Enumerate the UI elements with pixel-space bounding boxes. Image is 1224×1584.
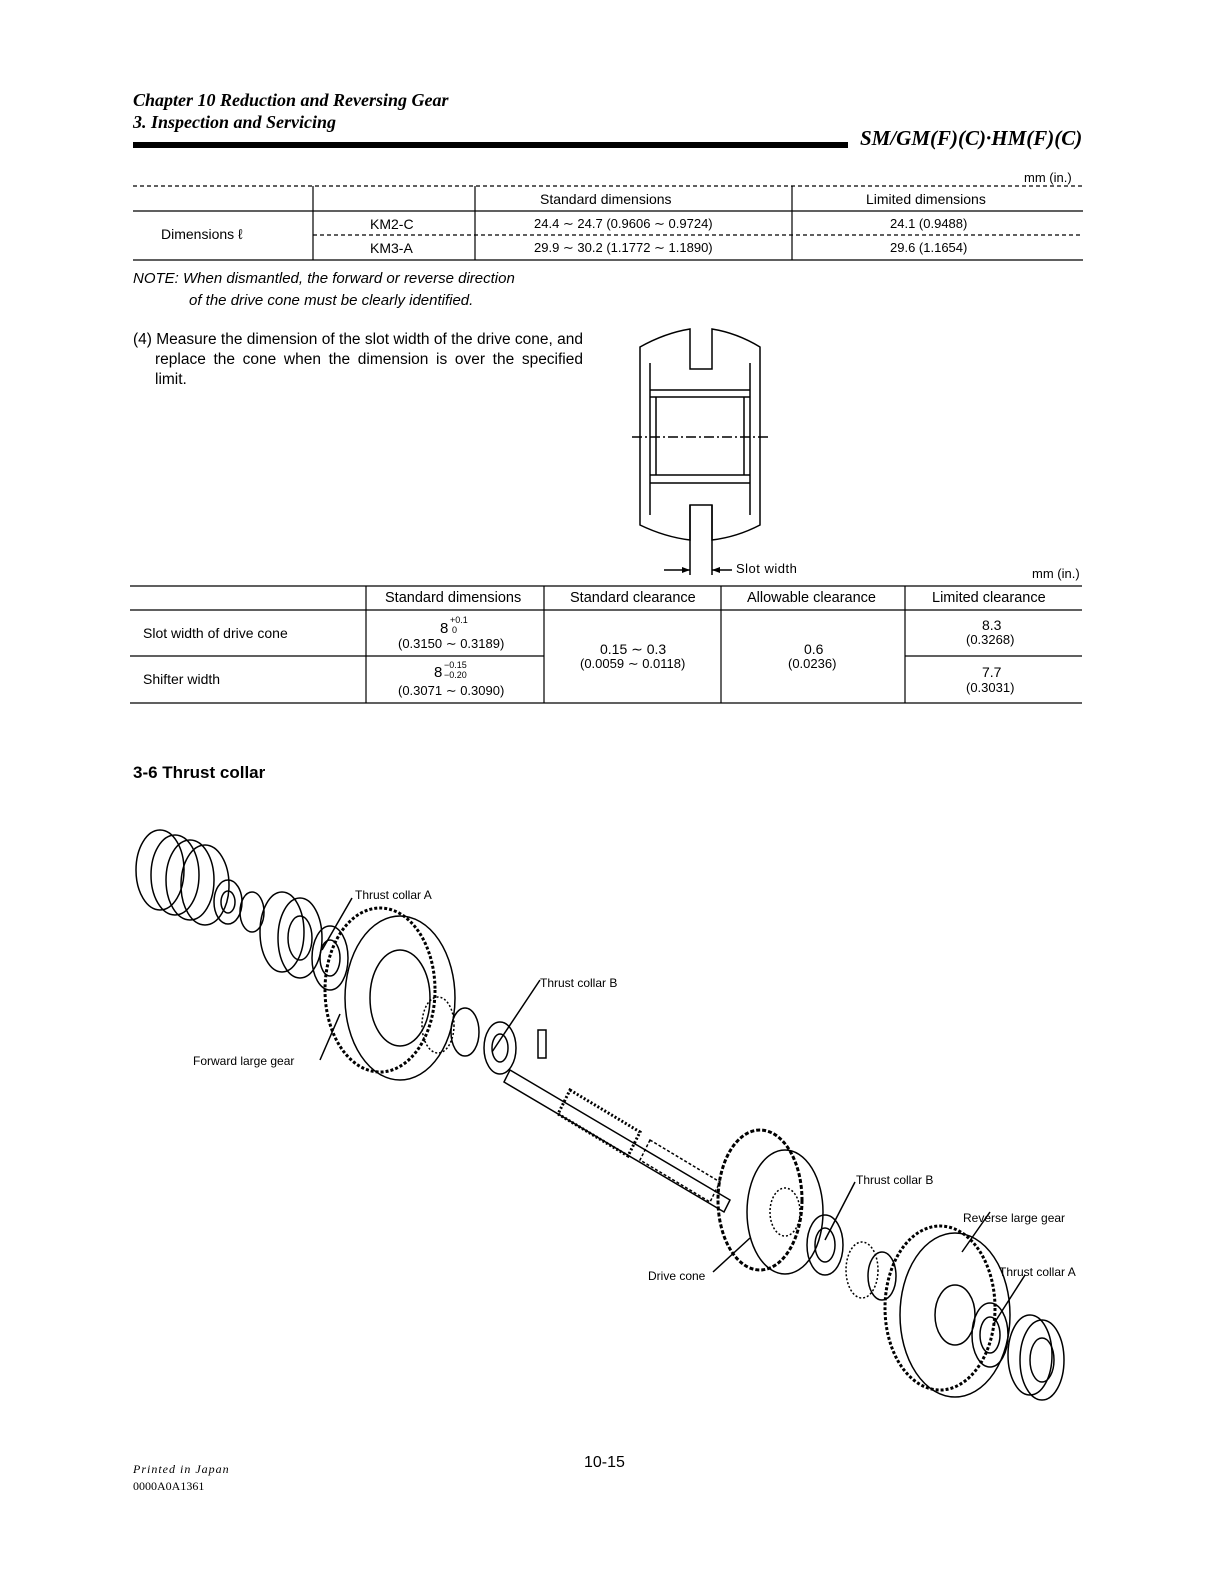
t2-row0-std-sup: +0.1 xyxy=(450,615,468,625)
t1-model-0: KM2-C xyxy=(370,216,414,232)
t2-row1-std-inch: (0.3071 ∼ 0.3090) xyxy=(398,683,505,698)
page-number: 10-15 xyxy=(584,1454,625,1471)
t1-row-label: Dimensions ℓ xyxy=(161,226,243,242)
t1-col-standard: Standard dimensions xyxy=(540,191,672,207)
table1-unit: mm (in.) xyxy=(1024,170,1072,185)
note-line1: NOTE: When dismantled, the forward or reverse direction xyxy=(133,270,515,287)
t1-std-0: 24.4 ∼ 24.7 (0.9606 ∼ 0.9724) xyxy=(534,216,713,231)
t2-row1-limited-in: (0.3031) xyxy=(966,680,1015,695)
t2-std-clearance-mm: 0.15 ∼ 0.3 xyxy=(600,641,667,657)
t2-std-clearance-in: (0.0059 ∼ 0.0118) xyxy=(580,656,686,671)
t2-row1-std-sup: −0.15 xyxy=(444,660,467,670)
t2-row0-limited-mm: 8.3 xyxy=(982,617,1002,633)
drive-cone-slot-figure xyxy=(620,325,780,580)
t2-row0-std-base: 8 xyxy=(440,620,449,637)
t2-row1-std-base: 8 xyxy=(434,664,443,681)
t2-row1-std-sub: −0.20 xyxy=(444,670,467,680)
t1-col-limited: Limited dimensions xyxy=(866,191,986,207)
t2-row0-label: Slot width of drive cone xyxy=(143,625,288,641)
t2-row0-limited-in: (0.3268) xyxy=(966,632,1015,647)
t2-row0-std-inch: (0.3150 ∼ 0.3189) xyxy=(398,636,505,651)
table2-unit: mm (in.) xyxy=(1032,566,1080,581)
t2-row0-std-sub: 0 xyxy=(452,625,458,635)
note-line2: of the drive cone must be clearly identified. xyxy=(189,292,474,309)
footer-printed: Printed in Japan xyxy=(133,1462,230,1476)
model-title: SM/GM(F)(C)·HM(F)(C) xyxy=(860,126,1083,150)
footer-code: 0000A0A1361 xyxy=(133,1479,205,1493)
t2-allow-clearance-in: (0.0236) xyxy=(788,656,837,671)
t2-header-0: Standard dimensions xyxy=(385,590,522,606)
step-4 xyxy=(133,330,583,390)
label-thrust-collar-a-top: Thrust collar A xyxy=(355,888,432,902)
t2-header-1: Standard clearance xyxy=(570,590,696,606)
t1-model-1: KM3-A xyxy=(370,240,413,256)
t1-std-1: 29.9 ∼ 30.2 (1.1772 ∼ 1.1890) xyxy=(534,240,713,255)
section-title: 3. Inspection and Servicing xyxy=(133,112,337,132)
t2-row1-limited-mm: 7.7 xyxy=(982,664,1002,680)
t2-header-3: Limited clearance xyxy=(932,590,1046,606)
slot-width-label: Slot width xyxy=(736,561,798,576)
t1-lim-1: 29.6 (1.1654) xyxy=(890,240,968,255)
section-3-6-heading: 3-6 Thrust collar xyxy=(133,763,266,782)
label-forward-large-gear: Forward large gear xyxy=(193,1054,295,1068)
label-reverse-large-gear: Reverse large gear xyxy=(963,1211,1066,1225)
note xyxy=(133,268,515,312)
t2-row1-label: Shifter width xyxy=(143,671,221,687)
label-thrust-collar-a-bottom: Thrust collar A xyxy=(999,1265,1076,1279)
t1-lim-0: 24.1 (0.9488) xyxy=(890,216,968,231)
t2-allow-clearance-mm: 0.6 xyxy=(804,641,824,657)
thrust-collar-exploded-figure xyxy=(120,820,1100,1410)
label-thrust-collar-b-top: Thrust collar B xyxy=(540,976,618,990)
step-4-text: (4) Measure the dimension of the slot width of the drive cone, and replace the cone when the dimension is over the specified limit. xyxy=(133,331,583,388)
label-thrust-collar-b-bottom: Thrust collar B xyxy=(856,1173,934,1187)
t2-header-2: Allowable clearance xyxy=(747,590,876,606)
chapter-title: Chapter 10 Reduction and Reversing Gear xyxy=(133,90,449,110)
label-drive-cone: Drive cone xyxy=(648,1269,706,1283)
